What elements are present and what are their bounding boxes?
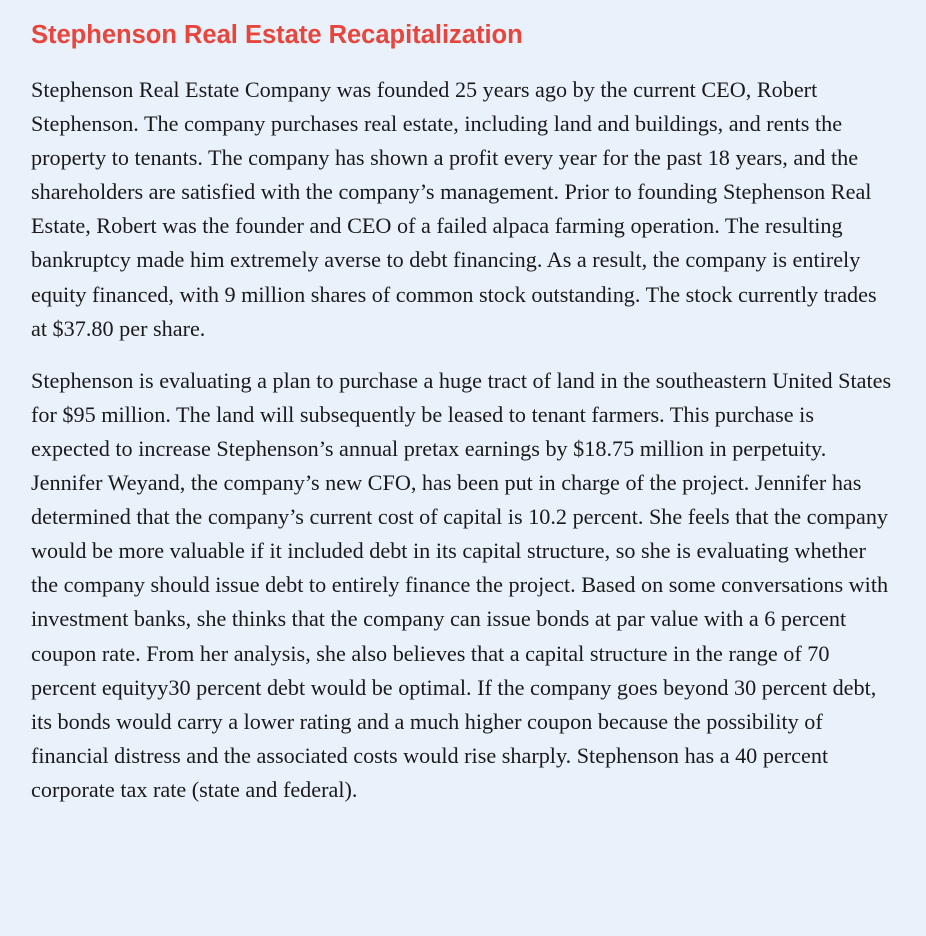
case-paragraph-1: Stephenson Real Estate Company was founded 25 years ago by the current CEO, Robert Stephenson. The company purchases real estate, including land and buildings, and rents the property to tenants. The company has shown a profit every year for the past 18 years, and the shareholders are satisfied with the company’s management. Prior to founding Stephenson Real Estate, Robert was the founder and CEO of a failed alpaca farming operation. The resulting bankruptcy made him extremely averse to debt financing. As a result, the company is entirely equity financed, with 9 million shares of common stock outstanding. The stock currently trades at $37.80 per share. xyxy=(31,77,877,341)
case-paragraph-2: Stephenson is evaluating a plan to purchase a huge tract of land in the southeastern United States for $95 million. The land will subsequently be leased to tenant farmers. This purchase is expected to increase Stephenson’s annual pretax earnings by $18.75 million in perpetuity. Jennifer Weyand, the company’s new CFO, has been put in charge of the project. Jennifer has determined that the company’s current cost of capital is 10.2 percent. She feels that the company would be more valuable if it included debt in its capital structure, so she is evaluating whether the company should issue debt to entirely finance the project. Based on some conversations with investment banks, she thinks that the company can issue bonds at par value with a 6 percent coupon rate. From her analysis, she also believes that a capital structure in the range of 70 percent equityy30 percent debt would be optimal. If the company goes beyond 30 percent debt, its bonds would carry a lower rating and a much higher coupon because the possibility of financial distress and the associated costs would rise sharply. Stephenson has a 40 percent corporate tax rate (state and federal). xyxy=(31,367,892,802)
case-title: Stephenson Real Estate Recapitalization xyxy=(31,21,523,49)
